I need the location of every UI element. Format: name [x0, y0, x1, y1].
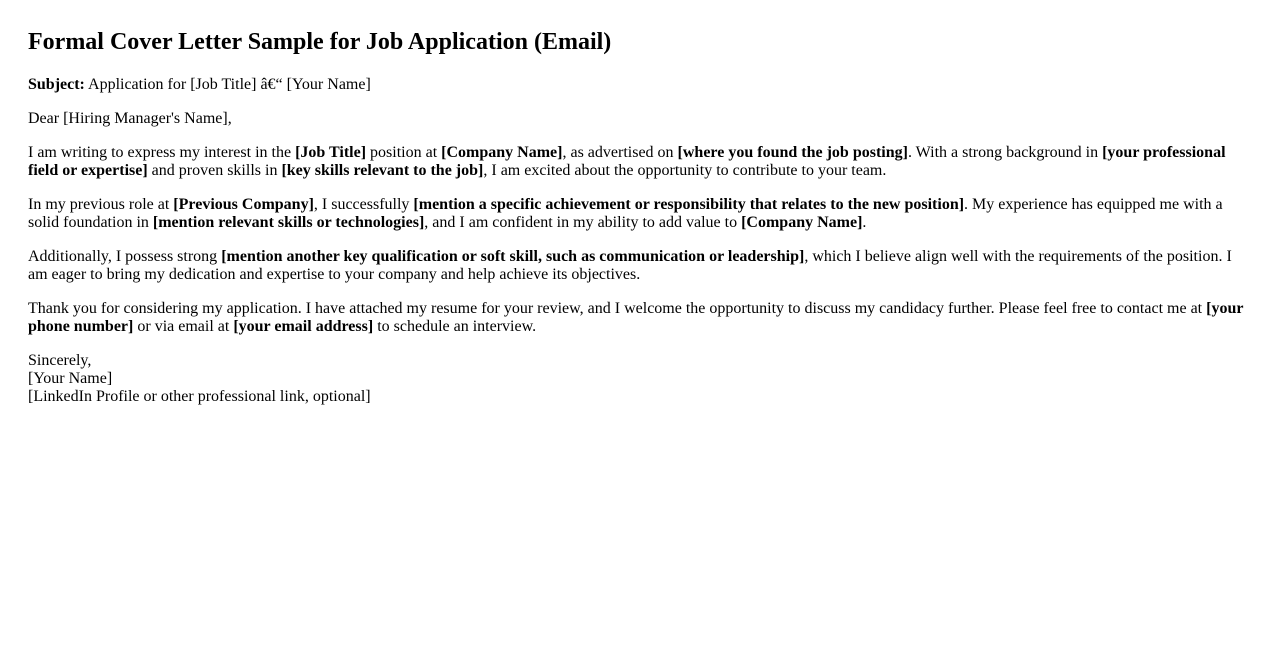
text-segment: Additionally, I possess strong [28, 248, 222, 265]
greeting: Dear [Hiring Manager's Name], [28, 110, 232, 127]
text-segment: In my previous role at [28, 196, 174, 213]
placeholder-company-name: [Company Name] [741, 214, 863, 231]
text-segment: , and I am confident in my ability to add value to [424, 214, 742, 231]
text-segment: position at [366, 144, 442, 161]
placeholder-phone: [your phone number] [28, 300, 1244, 335]
placeholder-relevant-skills: [mention relevant skills or technologies] [152, 214, 425, 231]
text-segment: to schedule an interview. [373, 318, 537, 335]
text-segment: and proven skills in [147, 162, 282, 179]
closing-link: [LinkedIn Profile or other professional link, optional] [28, 388, 371, 405]
text-segment: . [862, 214, 867, 231]
placeholder-qualification: [mention another key qualification or soft skill, such as communication or leadership] [221, 248, 805, 265]
placeholder-achievement: [mention a specific achievement or responsibility that relates to the new position] [413, 196, 965, 213]
text-segment: , I successfully [313, 196, 414, 213]
text-segment: Thank you for considering my application. I have attached my resume for your review, and I welcome the opportunity to discuss my candidacy further. Please feel free to contact me at [28, 300, 1207, 317]
body-paragraph-1 [28, 144, 1250, 180]
subject-value: Application for [Job Title] â€“ [Your Name] [84, 76, 371, 93]
page-title: Formal Cover Letter Sample for Job Application (Email) [28, 29, 612, 55]
text-segment: , which I believe align well with the requirements of the position. I am eager to bring my dedication and expertise to your company and help achieve its objectives. [28, 248, 1232, 283]
text-segment: , I am excited about the opportunity to contribute to your team. [483, 162, 887, 179]
text-segment: or via email at [133, 318, 234, 335]
placeholder-job-source: [where you found the job posting] [677, 144, 908, 161]
closing-block [28, 352, 1250, 406]
placeholder-field: [your professional field or expertise] [28, 144, 1226, 179]
subject-label: Subject: [28, 76, 85, 93]
text-segment: , as advertised on [562, 144, 678, 161]
closing-name: [Your Name] [28, 370, 113, 387]
text-segment: . With a strong background in [907, 144, 1103, 161]
text-segment: I am writing to express my interest in the [28, 144, 296, 161]
placeholder-key-skills: [key skills relevant to the job] [281, 162, 484, 179]
document-page [28, 0, 1250, 406]
body-paragraph-3 [28, 248, 1250, 284]
placeholder-company-name: [Company Name] [441, 144, 563, 161]
text-segment: . My experience has equipped me with a solid foundation in [28, 196, 1223, 231]
body-paragraph-4 [28, 300, 1250, 336]
body-paragraph-2 [28, 196, 1250, 232]
subject-line [28, 76, 1250, 94]
placeholder-previous-company: [Previous Company] [173, 196, 314, 213]
closing-signoff: Sincerely, [28, 352, 92, 369]
placeholder-job-title: [Job Title] [295, 144, 367, 161]
placeholder-email: [your email address] [233, 318, 374, 335]
